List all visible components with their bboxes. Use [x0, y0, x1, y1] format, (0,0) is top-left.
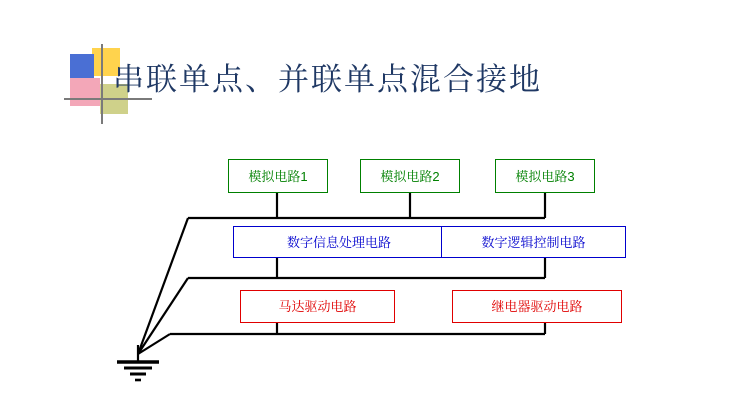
node-analog-circuit-2[interactable]: [360, 159, 460, 193]
node-label: 继电器驱动电路: [491, 299, 583, 314]
node-label: 模拟电路2: [380, 168, 440, 184]
node-relay-drive-circuit[interactable]: [452, 290, 622, 323]
node-label: 模拟电路1: [248, 168, 308, 184]
node-analog-circuit-3[interactable]: [495, 159, 595, 193]
decor-square-pink: [70, 78, 100, 106]
page-title: 串联单点、并联单点混合接地: [113, 62, 542, 97]
ground-symbol: [117, 362, 159, 380]
node-digital-info-circuit[interactable]: [233, 226, 445, 258]
node-label: 马达驱动电路: [278, 299, 357, 314]
diagram: [0, 130, 732, 416]
node-label: 模拟电路3: [515, 168, 575, 184]
node-label: 数字信息处理电路: [286, 234, 391, 250]
node-motor-drive-circuit[interactable]: [240, 290, 395, 323]
node-analog-circuit-1[interactable]: [228, 159, 328, 193]
decor-vertical-line: [101, 44, 103, 124]
node-digital-logic-circuit[interactable]: [441, 226, 626, 258]
decor-square-blue: [70, 54, 94, 80]
node-label: 数字逻辑控制电路: [481, 234, 586, 250]
